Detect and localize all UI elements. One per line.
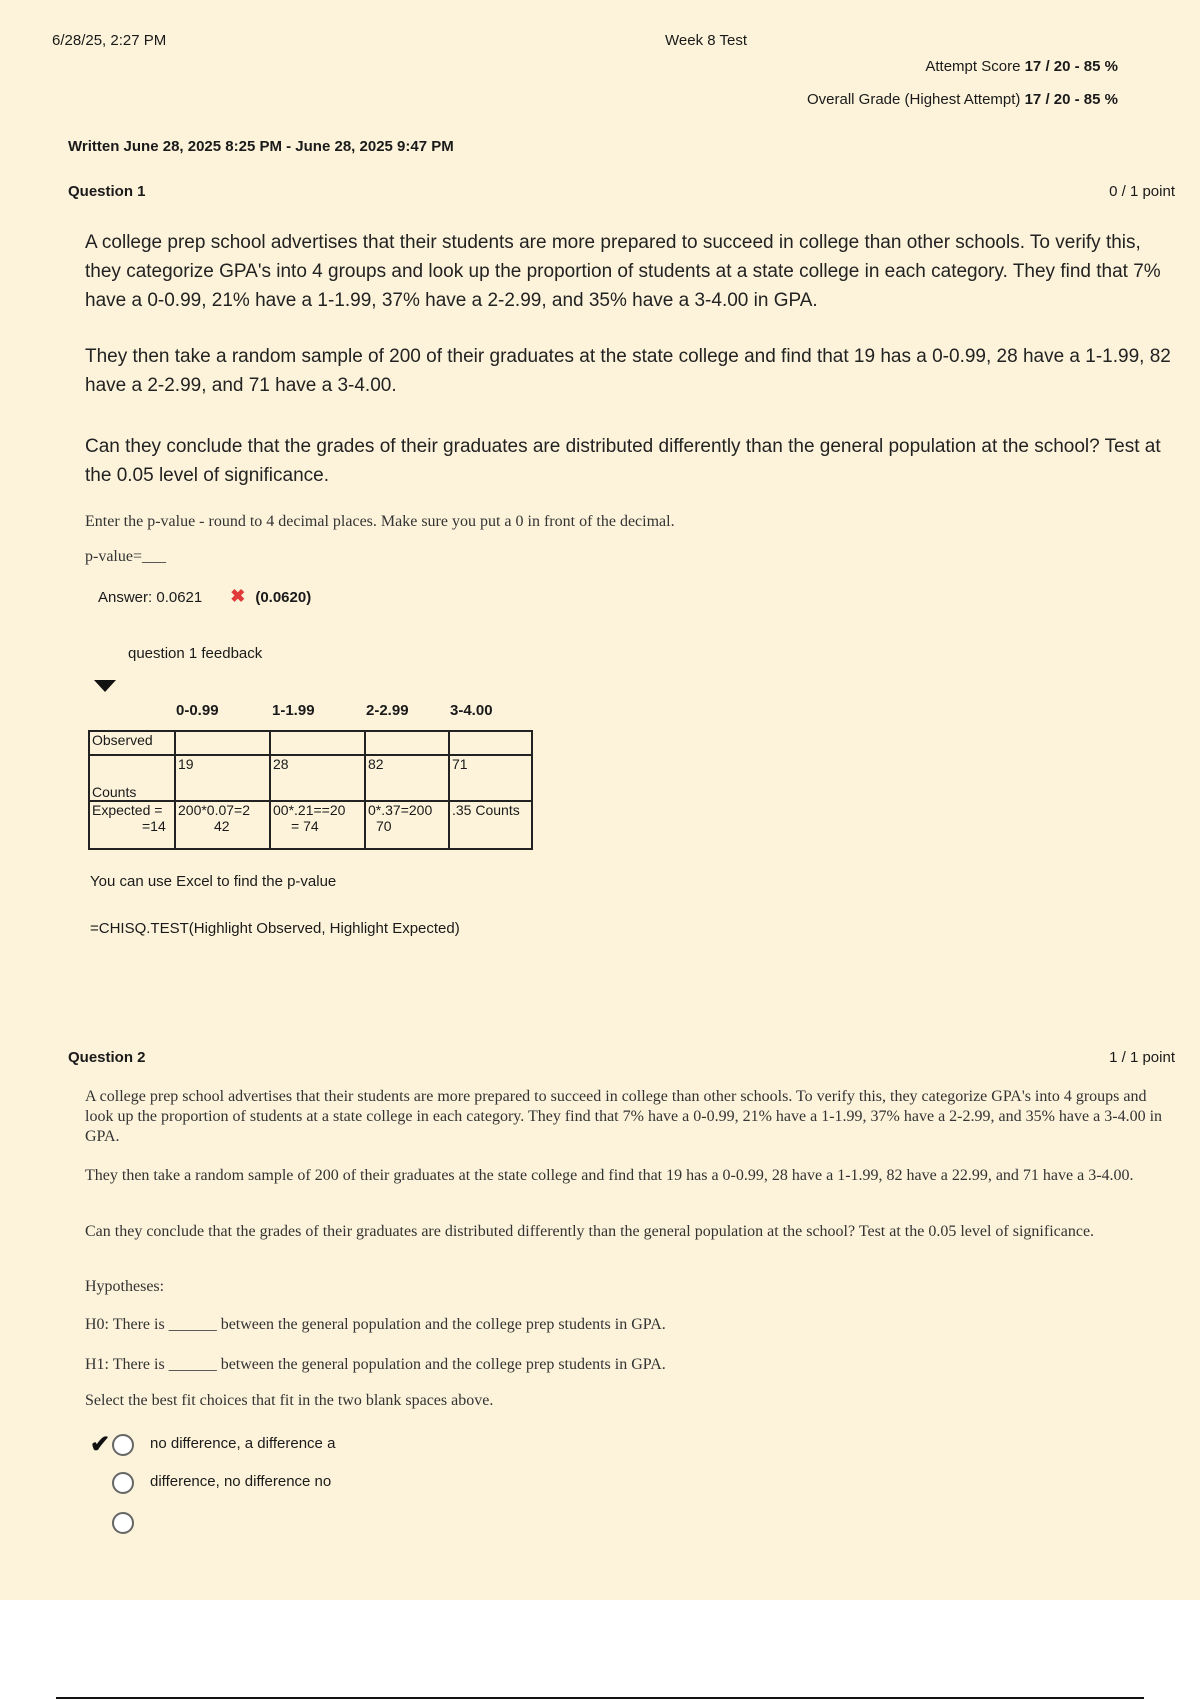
correct-check-icon: ✔	[90, 1431, 111, 1458]
question-2-points: 1 / 1 point	[1109, 1049, 1175, 1066]
cell-line: Expected =	[92, 802, 163, 818]
table-cell	[89, 801, 175, 849]
question-1-paragraph-3: Can they conclude that the grades of their graduates are distributed differently than the general population at the school? Test at the 0.05 level of significance.	[85, 436, 1161, 486]
table-row	[89, 755, 532, 801]
overall-grade-value: 17 / 20 - 85 %	[1024, 91, 1118, 108]
collapse-triangle-icon[interactable]	[94, 680, 116, 692]
question-2-paragraph-3: Can they conclude that the grades of their graduates are distributed differently than the general population at the school? Test at the 0.05 level of significance.	[85, 1223, 1095, 1240]
table-col-header: 2-2.99	[366, 702, 409, 719]
radio-option-3[interactable]	[112, 1512, 134, 1534]
table-cell: 28	[270, 755, 365, 801]
question-1-paragraph-1: A college prep school advertises that their students are more prepared to succeed in college than other schools. To verify this, they categorize GPA's into 4 groups and look up the proportion of students at a state college in each category. They find that 7% have a 0-0.99, 21% have a 1-1.99, 37% have a 2-2.99, and 35% have a 3-4.00 in GPA.	[85, 232, 1161, 311]
footer-divider	[56, 1697, 1144, 1699]
correct-answer: (0.0620)	[255, 589, 312, 606]
question-2-instruction: Select the best fit choices that fit in the two blank spaces above.	[85, 1392, 494, 1409]
table-col-header: 1-1.99	[272, 702, 315, 719]
table-row	[89, 731, 532, 755]
question-1-paragraph-2: They then take a random sample of 200 of their graduates at the state college and find that 19 has a 0-0.99, 28 have a 1-1.99, 82 have a 2-2.99, and 71 have a 3-4.00.	[85, 346, 1171, 396]
answer-text: Answer: 0.0621	[98, 589, 203, 606]
question-2-title: Question 2	[68, 1049, 146, 1066]
cell-line: 70	[376, 818, 392, 834]
page-title: Week 8 Test	[665, 32, 747, 49]
question-1-feedback-label: question 1 feedback	[128, 645, 263, 662]
cell-line: 42	[214, 818, 230, 834]
cell-line: =14	[142, 818, 166, 834]
overall-grade-label: Overall Grade (Highest Attempt)	[807, 91, 1021, 108]
cell-line: = 74	[291, 818, 319, 834]
hypotheses-label: Hypotheses:	[85, 1278, 165, 1295]
question-2-paragraph-2: They then take a random sample of 200 of their graduates at the state college and find that 19 has a 0-0.99, 28 have a 1-1.99, 82 have a 22.99, and 71 have a 3-4.00.	[85, 1167, 1134, 1184]
table-cell	[449, 801, 532, 849]
table-cell: Observed	[89, 731, 175, 755]
question-1-prompt: p-value=___	[85, 548, 166, 565]
question-1-points: 0 / 1 point	[1109, 183, 1175, 200]
table-col-header: 3-4.00	[450, 702, 493, 719]
question-1-instruction: Enter the p-value - round to 4 decimal places. Make sure you put a 0 in front of the decimal.	[85, 513, 675, 530]
attempt-score	[925, 58, 1118, 75]
cell-line: .35 Counts	[452, 802, 520, 818]
table-cell: 71	[449, 755, 532, 801]
attempt-score-label: Attempt Score	[925, 58, 1021, 75]
question-1-title: Question 1	[68, 183, 146, 200]
table-cell	[270, 801, 365, 849]
table-row	[89, 801, 532, 849]
question-2-paragraph-1: A college prep school advertises that their students are more prepared to succeed in college than other schools. To verify this, they categorize GPA's into 4 groups and look up the proportion of students at a state college in each category. They find that 7% have a 0-0.99, 21% have a 1-1.99, 37% have a 2-2.99, and 35% have a 3-4.00 in GPA.	[85, 1088, 1163, 1145]
table-cell	[449, 731, 532, 755]
option-2-label: difference, no difference no	[150, 1473, 332, 1490]
radio-option-2[interactable]	[112, 1472, 134, 1494]
table-cell	[365, 731, 449, 755]
incorrect-icon: ✖	[230, 586, 246, 606]
table-cell: 19	[175, 755, 270, 801]
written-timestamp: Written June 28, 2025 8:25 PM - June 28, 2025 9:47 PM	[68, 138, 454, 155]
table-cell	[175, 731, 270, 755]
print-datetime: 6/28/25, 2:27 PM	[52, 32, 167, 49]
table-cell	[175, 801, 270, 849]
null-hypothesis: H0: There is ______ between the general population and the college prep students in GPA.	[85, 1316, 666, 1333]
cell-line: 200*0.07=2	[178, 802, 251, 818]
excel-note: You can use Excel to find the p-value	[90, 873, 337, 890]
table-col-header: 0-0.99	[176, 702, 219, 719]
excel-formula: =CHISQ.TEST(Highlight Observed, Highlight Expected)	[90, 920, 460, 937]
cell-line: 0*.37=200	[368, 802, 433, 818]
overall-grade	[807, 91, 1118, 108]
table-cell	[270, 731, 365, 755]
radio-option-1[interactable]	[112, 1434, 134, 1456]
alternative-hypothesis: H1: There is ______ between the general population and the college prep students in GPA.	[85, 1356, 666, 1373]
table-cell: 82	[365, 755, 449, 801]
cell-line: 00*.21==20	[273, 802, 346, 818]
option-1-label: no difference, a difference a	[150, 1435, 336, 1452]
observed-expected-table	[88, 730, 533, 850]
table-cell	[365, 801, 449, 849]
question-1-answer	[98, 586, 311, 607]
table-cell: Counts	[89, 755, 175, 801]
attempt-score-value: 17 / 20 - 85 %	[1024, 58, 1118, 75]
